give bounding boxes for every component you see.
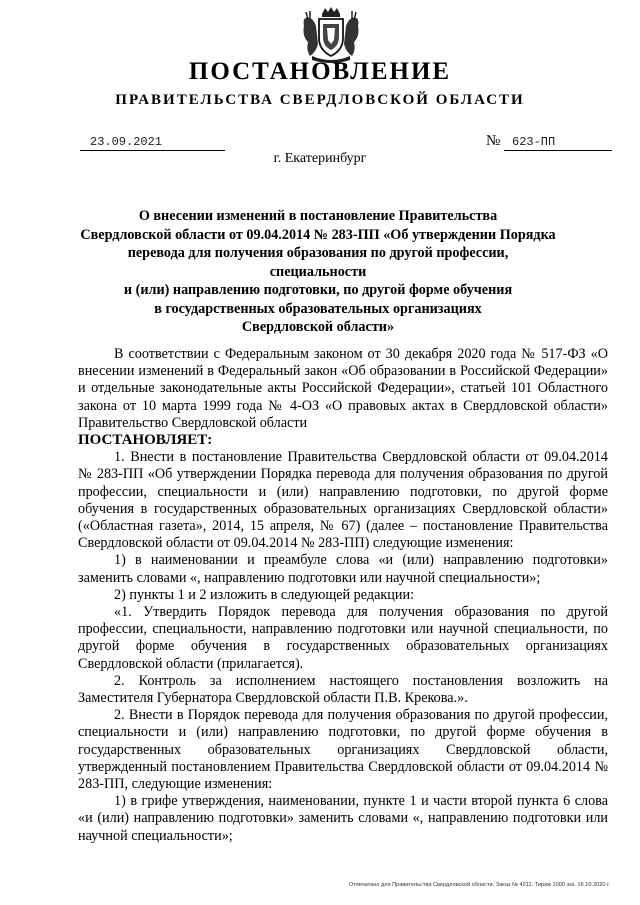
document-type-heading: ПОСТАНОВЛЕНИЕ	[188, 58, 452, 85]
body-paragraph: 2) пункты 1 и 2 изложить в следующей редакции:	[114, 586, 415, 603]
document-title	[78, 207, 558, 337]
body-paragraph: 2. Внести в Порядок перевода для получения образования по другой профессии, специальности и (или) направлению подготовки, по другой форме обучения в государственных образовательных организациях Свердловской области, утвержденный постановлением Правительства Свердловской области от 09.04.2014 № 283-ПП, следующие изменения:	[78, 707, 608, 793]
title-line: перевода для получения образования по другой профессии, специальности	[127, 245, 509, 280]
coat-of-arms-icon	[298, 6, 364, 64]
document-number: 623-ПП	[504, 135, 612, 151]
body-paragraph: «1. Утвердить Порядок перевода для получения образования по другой профессии, специальности, направлению подготовки или научной специальности, по другой форме обучения в государственных образовательных организациях Свердловской области (прилагается).	[78, 604, 608, 672]
document-body	[78, 346, 608, 845]
city-name: г. Екатеринбург	[273, 151, 367, 166]
body-paragraph: 2. Контроль за исполнением настоящего постановления возложить на Заместителя Губернатора Свердловской области П.В. Крекова.».	[78, 672, 608, 707]
title-line: Свердловской области»	[241, 319, 395, 335]
title-line: и (или) направлению подготовки, по другой форме обучения	[123, 282, 513, 298]
body-paragraph: 1) в грифе утверждения, наименовании, пункте 1 и части второй пункта 6 слова «и (или) направлению подготовки» заменить словами «, направлению подготовки или научной специальности»;	[78, 793, 608, 844]
title-line: О внесении изменений в постановление Правительства	[138, 208, 498, 224]
title-line: в государственных образовательных организациях	[154, 300, 482, 317]
title-line: Свердловской области от 09.04.2014 № 283-ПП «Об утверждении Порядка	[80, 226, 556, 243]
body-paragraph: 1. Внести в постановление Правительства Свердловской области от 09.04.2014 № 283-ПП «Об утверждении Порядка перевода для получения образования по другой профессии, специальности и (или) направлению подготовки, по другой форме обучения в государственных образовательных организациях Свердловской области» («Областная газета», 2014, 15 апреля, № 67) (далее – постановление Правительства Свердловской области от 09.04.2014 № 283-ПП) следующие изменения:	[78, 449, 608, 552]
number-sign: №	[486, 133, 501, 149]
intro-paragraph: В соответствии с Федеральным законом от 30 декабря 2020 года № 517-ФЗ «О внесении изменений в Федеральный закон «Об образовании в Российской Федерации» и отдельные законодательные акты Российской Федерации», статьей 101 Областного закона от 10 марта 1999 года № 4-ОЗ «О правовых актах в Свердловской области» Правительство Свердловской области	[78, 346, 608, 431]
decree-heading: ПОСТАНОВЛЯЕТ:	[78, 432, 213, 449]
document-date: 23.09.2021	[80, 135, 225, 151]
body-paragraph: 1) в наименовании и преамбуле слова «и (или) направлению подготовки» заменить словами «, направлению подготовки или научной специальности»;	[78, 552, 608, 586]
print-info-footer: Отпечатано для Правительства Свердловской области. Заказ № 4211. Тираж 1000 экз. 16.10.2020 г.	[348, 882, 610, 888]
government-name-heading: ПРАВИТЕЛЬСТВА СВЕРДЛОВСКОЙ ОБЛАСТИ	[115, 92, 525, 108]
